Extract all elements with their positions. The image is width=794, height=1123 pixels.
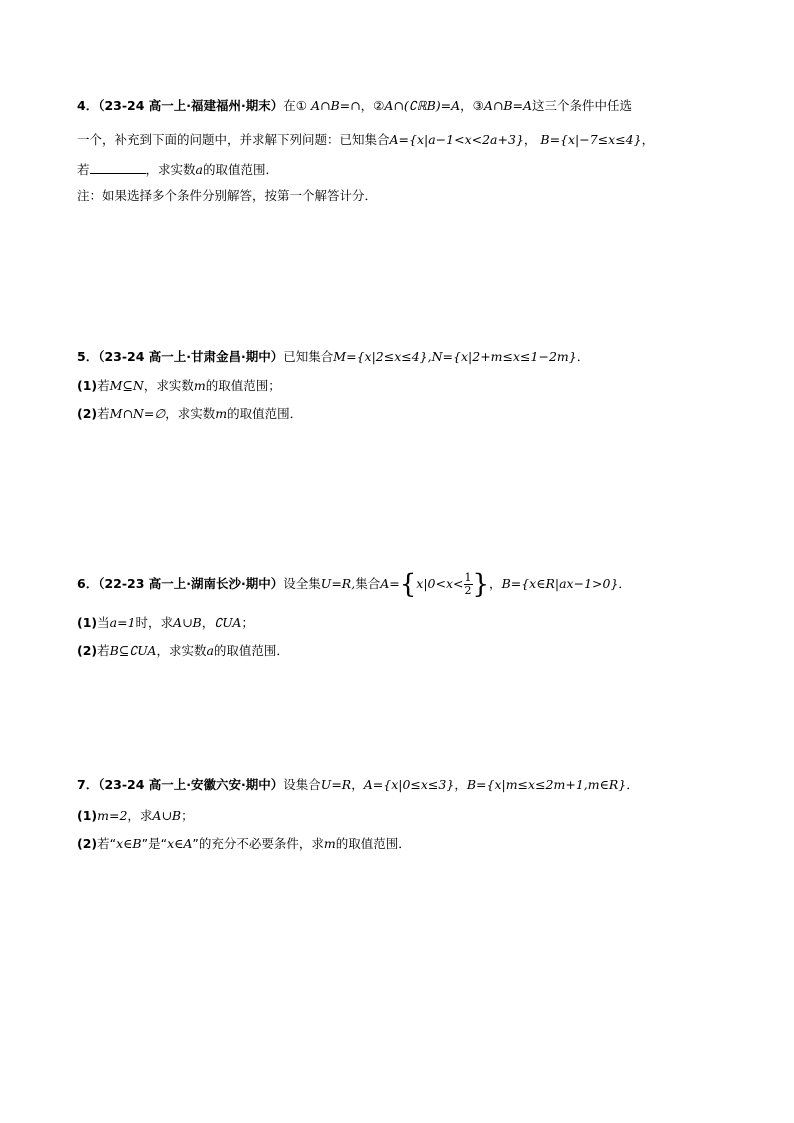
q5-text: 的取值范围． [227,406,303,421]
q4-var: a [195,162,203,177]
q5-text: 若 [97,406,110,421]
q4-cond1: A∩B=∩ [310,98,361,113]
q7-part2 [77,834,411,854]
q6-p1-math: a=1 [109,615,136,630]
q6-p1-union: A∪B [173,615,202,630]
q4-text: 一个，补充到下面的问题中，并求解下列问题：已知集合 [77,132,390,147]
answer-blank [90,161,146,174]
q7-universe: U=R [320,777,352,792]
q6-text: ， [489,576,502,591]
q6-p1-complement: ∁UA [214,615,242,630]
q7-text: 的取值范围． [335,836,411,851]
q4-cond2: A∩(∁ℝB)=A [384,98,461,113]
q6-part2 [77,641,289,661]
q5-p1-label: (1) [77,378,98,393]
q4-setB: B={x|−7≤x≤4} [540,132,642,147]
brace-left: { [399,569,417,600]
q5-var: m [193,378,206,393]
q7-text: ，求 [127,808,153,823]
q5-part2 [77,404,302,424]
q6-text: 的取值范围． [213,643,289,658]
q7-text: 若“ [97,836,117,851]
q6-line1 [77,569,631,600]
q7-text: ， [351,777,364,792]
q7-text: ”的充分不必要条件，求 [192,836,324,851]
q7-source: （23-24 高一上·安徽六安·期中） [98,777,284,792]
q4-text: ，② [360,98,385,113]
q5-text: ，求实数 [165,406,216,421]
q4-text: ，求实数 [145,162,196,177]
q6-text: ； [241,615,254,630]
q6-p2-label: (2) [77,643,98,658]
q5-text: ． [576,349,590,364]
q6-var: a [206,643,214,658]
q4-text: ， [641,132,655,147]
q6-p2-math: B⊆∁UA [109,643,157,658]
q6-part1 [77,613,254,633]
q4-note [77,186,377,206]
q7-var: m [323,836,336,851]
q5-p2-math: M∩N=∅ [109,406,166,421]
q6-text: ， [201,615,215,630]
q6-setB: B={x∈R|ax−1>0} [501,576,619,591]
q6-p1-label: (1) [77,615,98,630]
q4-source: （23-24 高一上·福建福州·期末） [98,98,284,113]
q4-cond3: A∩B=A [483,98,533,113]
q7-text: ”是“ [141,836,168,851]
q4-line2 [77,130,654,150]
q7-text: 设集合 [283,777,321,792]
q5-text: 已知集合 [283,349,334,364]
q5-var: m [215,406,228,421]
q4-text: ， [523,132,537,147]
q5-source: （23-24 高一上·甘肃金昌·期中） [98,349,284,364]
q6-text: ，求实数 [156,643,207,658]
q4-text: 的取值范围． [202,162,278,177]
q5-p1-math: M⊆N [109,378,144,393]
q7-p2-math1: x∈B [116,836,142,851]
q6-setA: A= [380,576,400,591]
q4-note-text: 注：如果选择多个条件分别解答，按第一个解答计分． [77,188,378,203]
q5-number: 5． [77,349,99,364]
q4-text: 若 [77,162,90,177]
q5-text: ，求实数 [143,378,194,393]
fraction-numerator: 1 [464,571,472,584]
fraction [464,572,473,597]
q7-text: ； [181,808,194,823]
q6-text: ． [618,576,631,591]
q7-number: 7． [77,777,99,792]
q6-text: 设全集 [283,576,321,591]
q7-p2-label: (2) [77,836,98,851]
q4-text: 这三个条件中任选 [532,98,633,113]
q4-text: ，③ [460,98,484,113]
q7-part1 [77,806,194,826]
q5-text: 的取值范围； [205,378,281,393]
q4-line3 [77,160,278,180]
q7-text: ， [454,777,467,792]
q6-universe: U=R, [320,576,356,591]
q6-text: 若 [97,643,110,658]
q7-p1-math: m=2 [97,808,128,823]
q7-text: ． [626,777,639,792]
q7-p2-math2: x∈A [167,836,193,851]
fraction-denominator: 2 [464,584,472,597]
q5-p2-label: (2) [77,406,98,421]
q5-line1 [77,347,589,367]
q6-source: （22-23 高一上·湖南长沙·期中） [98,576,284,591]
q6-setA-cond: x|0<x< [416,576,464,591]
q7-p1-label: (1) [77,808,98,823]
q6-text: 当 [97,615,110,630]
q6-text: 集合 [355,576,381,591]
q7-setA: A={x|0≤x≤3} [363,777,455,792]
q4-line1 [77,96,632,116]
q5-sets: M={x|2≤x≤4},N={x|2+m≤x≤1−2m} [333,349,577,364]
q5-text: 若 [97,378,110,393]
brace-right: } [472,569,490,600]
q4-setA: A={x|a−1<x<2a+3} [389,132,524,147]
q5-part1 [77,376,281,396]
q7-p1-union: A∪B [152,808,182,823]
q4-number: 4． [77,98,99,113]
q7-line1 [77,775,639,795]
q6-number: 6． [77,576,99,591]
q4-text: 在① [283,98,307,113]
q6-text: 时，求 [135,615,174,630]
q7-setB: B={x|m≤x≤2m+1,m∈R} [466,777,627,792]
